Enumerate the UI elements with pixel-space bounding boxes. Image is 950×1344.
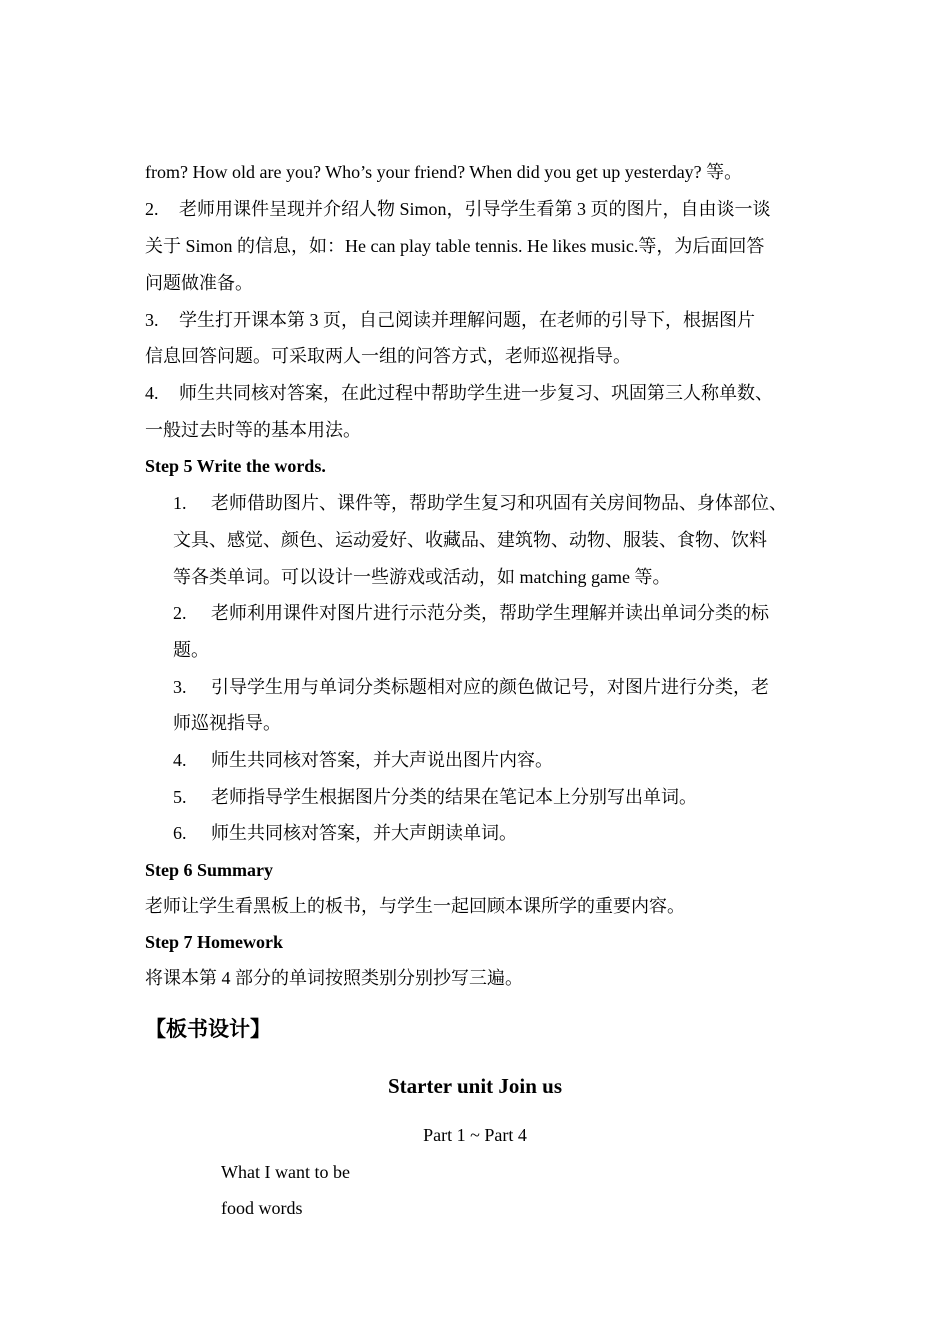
step5-item-1-number: 1. (173, 493, 187, 513)
step4-item-4-number: 4. (145, 383, 159, 403)
step7-heading: Step 7 Homework (145, 932, 283, 952)
step5-item-5: 5. 老师指导学生根据图片分类的结果在笔记本上分别写出单词。 (173, 787, 697, 807)
step4-item-2-number: 2. (145, 199, 159, 219)
board-section-title: 【板书设计】 (145, 1017, 271, 1041)
step5-item-5-number: 5. (173, 787, 187, 807)
step4-item-4-line-2: 一般过去时等的基本用法。 (145, 420, 361, 440)
step5-item-1-line-2: 文具、感觉、颜色、运动爱好、收藏品、建筑物、动物、服装、食物、饮料 (173, 530, 767, 550)
step5-item-3-line-1: 3. 引导学生用与单词分类标题相对应的颜色做记号，对图片进行分类，老 (173, 677, 769, 697)
step5-item-1-line-3: 等各类单词。可以设计一些游戏或活动，如 matching game 等。 (173, 567, 671, 587)
board-item-2: food words (221, 1198, 303, 1218)
step4-item-3-number: 3. (145, 310, 159, 330)
step5-item-2-line-2: 题。 (173, 640, 209, 660)
step4-item-4-line-1: 4. 师生共同核对答案，在此过程中帮助学生进一步复习、巩固第三人称单数、 (145, 383, 773, 403)
step4-item-2-line-3: 问题做准备。 (145, 273, 253, 293)
step5-item-1-line-1: 1. 老师借助图片、课件等，帮助学生复习和巩固有关房间物品、身体部位、 (173, 493, 787, 513)
step5-item-2-line-1: 2. 老师利用课件对图片进行示范分类，帮助学生理解并读出单词分类的标 (173, 603, 769, 623)
step5-item-2-number: 2. (173, 603, 187, 623)
step5-item-3-number: 3. (173, 677, 187, 697)
step6-text: 老师让学生看黑板上的板书，与学生一起回顾本课所学的重要内容。 (145, 896, 685, 916)
step5-heading: Step 5 Write the words. (145, 456, 326, 476)
step4-item-2-line-2: 关于 Simon 的信息，如：He can play table tennis. He likes music.等，为后面回答 (145, 236, 765, 256)
step7-text: 将课本第 4 部分的单词按照类别分别抄写三遍。 (145, 968, 523, 988)
step6-heading: Step 6 Summary (145, 860, 274, 880)
step5-item-6: 6. 师生共同核对答案，并大声朗读单词。 (173, 823, 517, 843)
step5-item-3-line-2: 师巡视指导。 (173, 713, 281, 733)
continued-line: from? How old are you? Who’s your friend? When did you get up yesterday? 等。 (145, 162, 743, 182)
board-item-1: What I want to be (221, 1162, 350, 1182)
step4-item-3-line-1: 3. 学生打开课本第 3 页，自己阅读并理解问题，在老师的引导下，根据图片 (145, 310, 755, 330)
step5-item-4-number: 4. (173, 750, 187, 770)
board-subtitle: Part 1 ~ Part 4 (423, 1125, 527, 1145)
step4-item-2-line-1: 2. 老师用课件呈现并介绍人物 Simon，引导学生看第 3 页的图片，自由谈一谈 (145, 199, 771, 219)
step5-item-6-number: 6. (173, 823, 187, 843)
board-title: Starter unit Join us (387, 1074, 563, 1098)
step4-item-3-line-2: 信息回答问题。可采取两人一组的问答方式，老师巡视指导。 (145, 346, 631, 366)
step5-item-4: 4. 师生共同核对答案，并大声说出图片内容。 (173, 750, 553, 770)
